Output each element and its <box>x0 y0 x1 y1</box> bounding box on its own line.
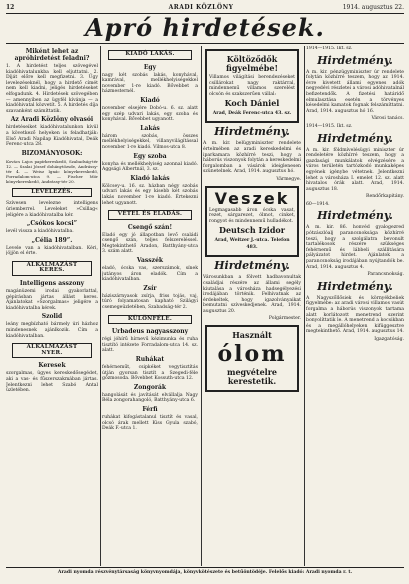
section-box: KÜLÖNFÉLE. <box>108 315 192 325</box>
ad-keyword: ólom <box>217 341 287 368</box>
ad-text: nagy két szobás lakás, konyhával, kamrával, mellékhelyiségekkel november 1-re kiadó. Bővebbet a házmesternél. <box>102 72 198 95</box>
ad-text: háziszárnyasok zsírja, friss tojás, vaj, túró folyamatosan kapható Szilágyi csemegeüzletében, Szabadság-tér 2. <box>102 293 198 311</box>
ad-signature: Rendőrkapitány. <box>366 194 404 200</box>
ad-text: három szobás, összes mellékhelyiségekkel, villanyvilágítással november 1-re kiadó. Vilmos-utca 8. <box>102 133 198 150</box>
page-number: 12 <box>6 4 15 11</box>
ad-text: hangolását és javítását elvállalja Nagy Béla zongorahangoló, Batthyány-utca 6. <box>102 392 198 404</box>
ad-text: Kölcsey-u. 16. sz. házban négy szobás udvari lakás és egy kisebb két szobás lakás november 1-re kiadó. Értekezni lehet ugyanott. <box>102 183 198 206</box>
ref-number: 1914—1915. Ikt. sz. <box>306 46 353 51</box>
ad-text: Levele van a kiadóhivatalban. Kéri, jöjjön el érte. <box>6 245 98 257</box>
issue-date: 1914. augusztus 22. <box>342 4 404 11</box>
advertiser-address: Arad, Deák Ferenc-utca 43. sz. <box>212 111 292 117</box>
ad-text: A m. kir. 86. honvéd gyalogezred pótzászlóalj parancsnoksága közhírré teszi, hogy a szolgálatra bevonult tartalékosok részére szükséges fehérnemű és lábbeli szállítására pályázatot hirdet. Ajánlatok a parancsnokság irodájában nyújtandók be. Arad, 1914. augusztus 4. <box>306 225 404 270</box>
column-4 <box>306 46 404 566</box>
ad-heading: Vasszék <box>136 257 164 265</box>
ad-heading: Hirdetmény. <box>214 125 290 139</box>
koch-advert <box>205 49 299 123</box>
ad-text: régi jóhírű hírnevű kézimunka és ruha tisztító intézete Forradalom-utca 14. sz. alatt. <box>102 337 198 354</box>
ad-text: magánüzemi irodai gyakorlattal, gépírásban jártas állást keres. Ajánlatokat »Szorgalmas« jeligére a kiadóhivatalba kérek. <box>6 289 98 311</box>
ad-text: Villamos világítási berendezéseket csillárokat nagy raktárral, mindennemű villamos szerelést olcsón és szakszerűen vállal: <box>209 75 295 97</box>
section-box: ALKALMAZÁST KERES. <box>12 261 92 276</box>
ad-text: szorgalmas, ügyes kereskedősegédet, aki a vas- és fűszerszakmában jártas. Jelentkezni lehet Szabó Antal üzletében. <box>6 371 98 394</box>
ad-subline: megvételre kerestetik. <box>226 367 277 387</box>
ad-text: Szívesen levelezne intelligens úriemberrel. Leveleket »Csillag« jeligére a kiadóhivatalba kér. <box>6 201 98 218</box>
ad-text: hirdetéseiket kiadóhivatalunkon kívül a következő helyeken is feladhatják: Első Aradi Napilap Kiadóhivatal, Deák Ferenc-utca 28. <box>6 125 98 148</box>
ad-heading: Hirdetmény. <box>317 279 393 293</box>
ad-heading: „Csókos kocsi” <box>26 220 78 228</box>
title-rule <box>6 43 404 44</box>
ref-number: 60—1914. <box>306 201 330 207</box>
ad-text: Városunkban a fölvett hadbavonultak családjai részére az állami segély kiutalása a városháza hadsegélyezési irodájában történik. Felhívatnak az érdekeltek, hogy igazolványaikat bemutatni szíveskedjenek. Arad, 1914. augusztus 20. <box>203 275 301 314</box>
column-divider <box>201 46 202 566</box>
footer-rule <box>6 567 404 568</box>
ad-text: eladó, ócska vas, szerszámok, sínek jutányos áron eladók. Cím a kiadóhivatalban. <box>102 266 198 283</box>
column-2 <box>102 46 198 566</box>
ad-signature: Parancsnokság. <box>367 272 404 278</box>
olom-advert <box>205 325 299 392</box>
advertiser-name: Koch Dániel <box>224 98 280 109</box>
ad-text: A m. kir. pénzügyminiszter úr rendelete folytán közhírré teszem, hogy az 1914. évre kivetett állami egyenes adók negyedévi részletei a városi adóhivatalnál befizetendők. A fizetési határidő elmulasztása esetén a törvényes késedelmi kamatok fognak felszámíttatni. Arad, 1914. augusztus hó 16. <box>306 69 404 114</box>
printer-imprint: Aradi nyomda részvénytársaság könyvnyomdája, könyvkötészete és betűöntödéje. Felelős kiadó: Aradi nyomda r. t. <box>57 570 353 575</box>
ad-heading: Hirdetmény. <box>214 259 290 273</box>
column-1 <box>6 46 98 566</box>
ad-text: Legmagasabb áron ócska vasat, rezet, sárgarezet, ólmot, cinket, rongyot és mindennemű hulladékot. <box>209 207 295 224</box>
ad-heading: Költöződők figyelmébe! <box>226 54 278 73</box>
section-box: LEVELEZÉS. <box>12 188 92 198</box>
ad-text: november elsejére Dobó-u. 6. sz. alatt egy szép udvari lakás, egy szoba és konyhával. Bővebbet ugyanott. <box>102 105 198 123</box>
column-3 <box>203 46 301 566</box>
ad-heading: „Célia 189”. <box>31 236 73 244</box>
ad-heading: Veszek <box>214 188 290 208</box>
section-box: ALKALMAZÁST NYER. <box>12 343 92 358</box>
ad-text: A m. kir. földmívelésügyi miniszter úr rendeletére közhírré teszem, hogy a gazdasági munkálatok elvégzésére a város területén tartózkodó munkaképes egyének igénybe vétetnek. Jelentkezni lehet a városháza I. emelet 12. sz. alatt hivatalos órák alatt. Arad, 1914. augusztus 18. <box>306 147 404 192</box>
ad-heading: Hirdetmény. <box>317 209 393 223</box>
ad-text: Kovács Lajos papírkereskedő, Szabadság-tér 12. — Szalai József dohánytőzsde, Andrássy-tér 4. — Weisz Ignác könyvkereskedő, Forradalom-utca 9. — Fischer Mór könyvkereskedő, Andrássy-tér 20. <box>6 158 98 184</box>
ad-heading: Kiadó <box>140 96 160 104</box>
page-title: Apró hirdetések. <box>85 13 325 42</box>
section-box: VÉTEL ÉS ELADÁS. <box>108 210 192 220</box>
ad-text: A m. kir. belügyminiszter rendelete értelmében az aradi kereskedelmi és iparkamara közhírré teszi, hogy a háborús viszonyok folytán a kereskedelmi forgalomban a vásárok ideiglenesen szünetelnek. Arad, 1914. augusztus hó. <box>203 141 301 175</box>
ad-heading: Hirdetmény. <box>317 131 393 145</box>
ad-heading: Zongorák <box>133 383 167 391</box>
ad-heading: Férfi <box>142 405 158 413</box>
ad-signature: Polgármester. <box>268 316 301 322</box>
publication-name: ARADI KÖZLÖNY <box>168 4 234 11</box>
ad-heading: Az Aradi Közlöny olvasói <box>10 116 94 124</box>
ad-heading: Lakás <box>140 124 160 132</box>
ad-signature: Vármegye. <box>276 176 301 182</box>
ad-heading: Használt <box>232 330 272 341</box>
ad-heading: BIZOMÁNYOSOK: <box>21 149 83 157</box>
ad-text: ruhákat kifogástalanul tisztít és vasal, olcsó árak mellett Kiss Gyula szabó, Deák F.-utca 1. <box>102 414 198 432</box>
ad-heading: Urbadeus nagyasszony <box>111 328 189 336</box>
newspaper-page <box>6 4 404 580</box>
ad-text: levél vissza a kiadóhivatalba. <box>6 229 74 235</box>
ad-heading: Kiadó lakás <box>130 174 170 182</box>
ad-heading: Zsír <box>143 284 157 292</box>
ad-heading: Egy szoba <box>133 152 167 160</box>
ad-signature: Városi tanács. <box>371 116 404 122</box>
advertiser-address: Arad, Weitzer J.-utca. Telefon 483. <box>214 238 290 251</box>
ad-heading: Hirdetmény. <box>317 53 393 67</box>
ref-number: 1914—1915. Ikt. sz. <box>306 123 353 129</box>
ad-text: A Nagyszőllősiek és környékbeliek figyelmébe: az aradi városi villamos vasút forgalma a háborús viszonyok tartama alatt korlátozott menetrend szerint bonyolíttatik le. A menetrend a kocsikban és a megállóhelyeken kifüggesztve megtekinthető. Arad, 1914. augusztus 14. <box>306 295 404 335</box>
ad-heading: Ruhákat <box>135 356 165 363</box>
column-divider <box>100 46 101 566</box>
ad-text: fehérneműt, csipkéket vegytisztítás útján gyorsan tisztít a Szegedi-féle gőzmosoda. Bővebbet Kossuth-utca 12. <box>102 365 198 382</box>
ad-heading: Miként lehet az apróhirdetést feladni? <box>14 48 90 62</box>
ad-text: 1. A hirdetést teljes szövegével kiadóhivatalunkba kell eljuttatni. 2. Díját előre kell megfizetni. 3. Ügy levelezéseknél, hogy a hirdető címét nem kell kiadni, jeligés hirdetéseket elfogadunk. 4. Hirdetések szövegében — amennyiben az ügyfél kívánja — a kiadóhivatal közvetít. 5. A hirdetés díja szavanként számíttatik. <box>6 64 98 114</box>
ad-heading: Keresek <box>38 362 66 370</box>
ad-text: leány megbízható bármely úri házhoz mindenesnek ajánlkozik. Cím a kiadóhivatalban. <box>6 322 98 339</box>
ad-heading: Egy <box>143 63 157 71</box>
column-divider <box>304 46 305 566</box>
ad-text: konyha és mellékhelyiség azonnal kiadó. Aggsági Albertnál, 3. sz. <box>102 161 198 173</box>
ad-heading: Szolid <box>41 313 63 321</box>
ad-text: Eladó egy jó állapotban levő családi csengő szán, teljes felszereléssel. Megtekinthető Aradon, Batthyány-utca 3. szám alatt. <box>102 232 198 255</box>
veszek-advert <box>205 186 299 258</box>
ad-heading: Intelligens asszony <box>19 280 85 288</box>
section-box: KIADÓ LAKÁS. <box>108 50 192 60</box>
advertiser-name: Deutsch Izidor <box>219 225 285 236</box>
ad-signature: Igazgatóság. <box>374 336 404 342</box>
ad-heading: Csengő szán! <box>127 223 173 231</box>
